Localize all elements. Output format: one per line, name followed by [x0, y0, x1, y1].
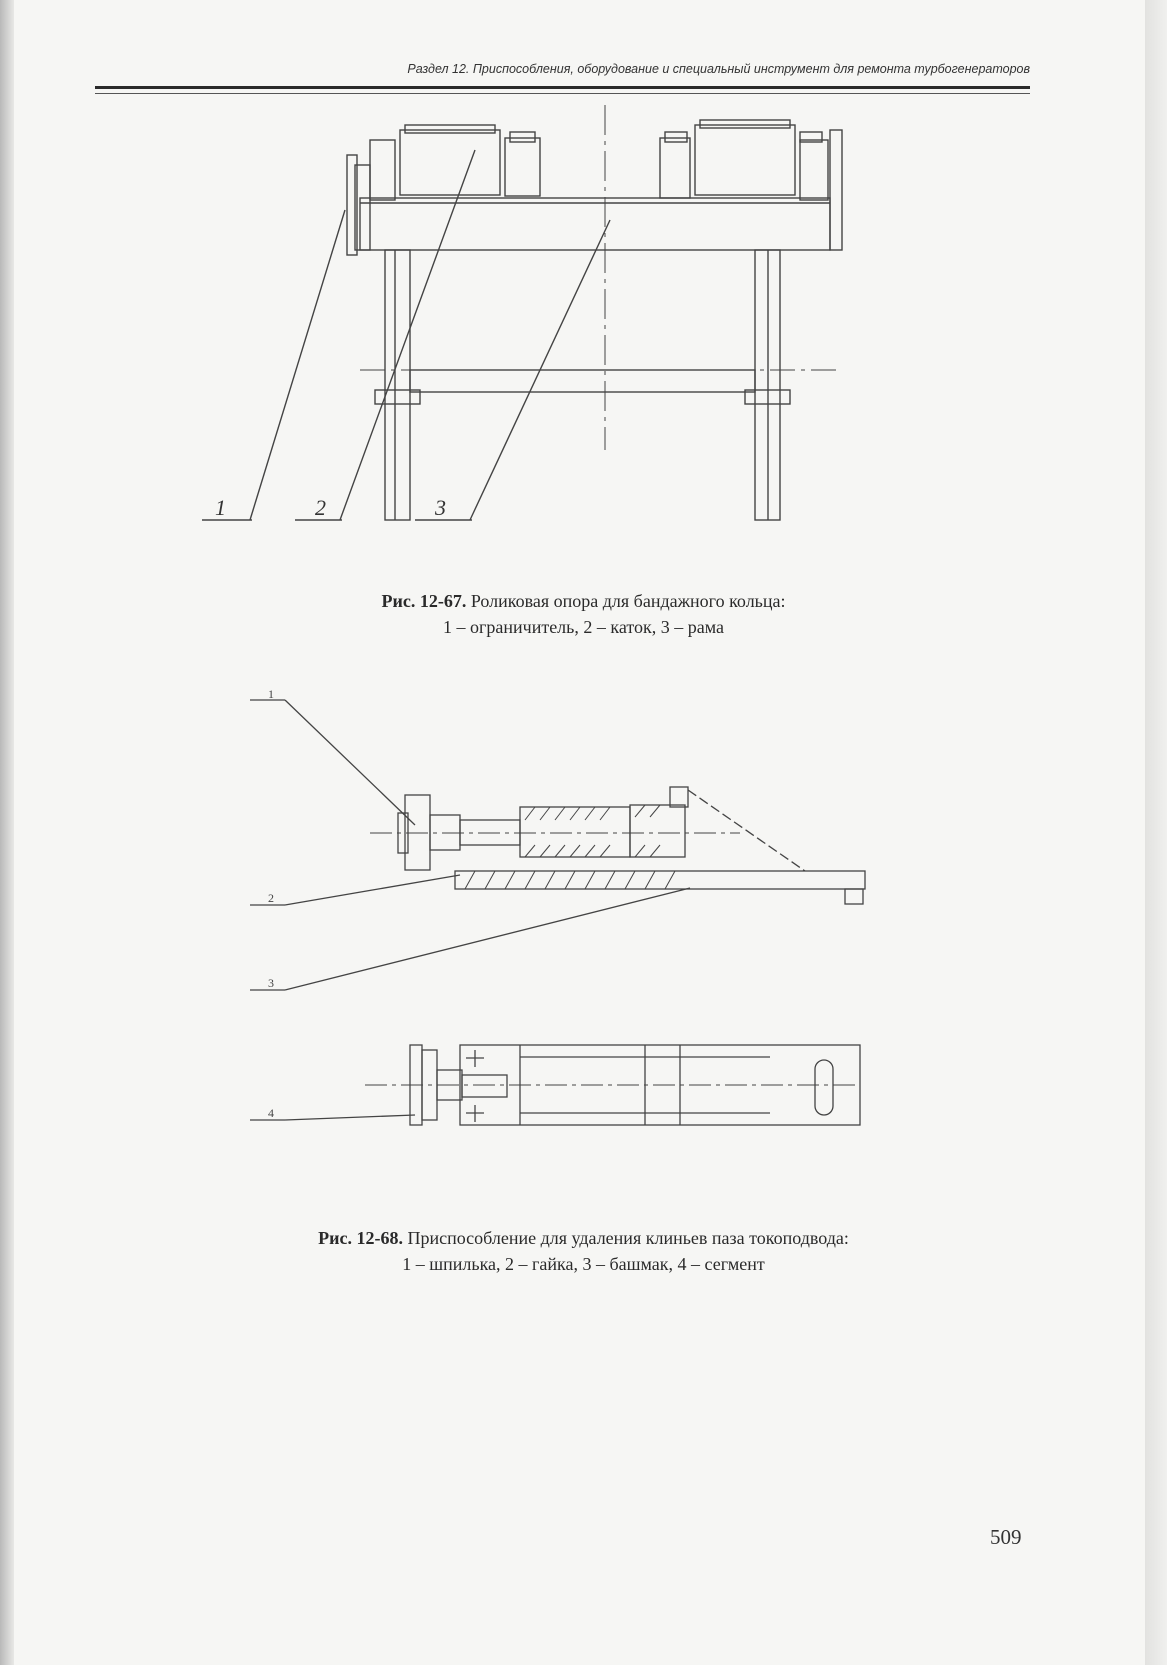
caption-legend: 1 – шпилька, 2 – гайка, 3 – башмак, 4 – сегмент [402, 1254, 765, 1274]
page-number: 509 [990, 1525, 1022, 1549]
fig2-label-3: 3 [268, 976, 274, 990]
header-rule [95, 86, 1030, 94]
caption-number: Рис. 12-68. [318, 1228, 403, 1248]
caption-number: Рис. 12-67. [381, 591, 467, 611]
fig2-label-1: 1 [268, 687, 274, 701]
caption-title: Приспособление для удаления клиньев паза токоподвода: [407, 1228, 849, 1248]
page-edge [1145, 0, 1167, 1665]
fig2-label-2: 2 [268, 891, 274, 905]
figure-12-67-caption [0, 588, 1167, 640]
figure-12-68-drawing [250, 687, 900, 1175]
fig1-label-1: 1 [215, 495, 226, 520]
caption-title: Роликовая опора для бандажного кольца: [470, 591, 786, 611]
caption-legend: 1 – ограничитель, 2 – каток, 3 – рама [443, 617, 724, 637]
figure-12-68-caption [0, 1225, 1167, 1277]
running-head: Раздел 12. Приспособления, оборудование и специальный инструмент для ремонта турбогенераторов [407, 62, 1030, 76]
figure-12-67-drawing [190, 100, 890, 550]
fig1-label-2: 2 [315, 495, 326, 520]
fig2-label-4: 4 [268, 1106, 274, 1120]
fig1-label-3: 3 [435, 495, 446, 520]
book-gutter-shadow [0, 0, 14, 1665]
